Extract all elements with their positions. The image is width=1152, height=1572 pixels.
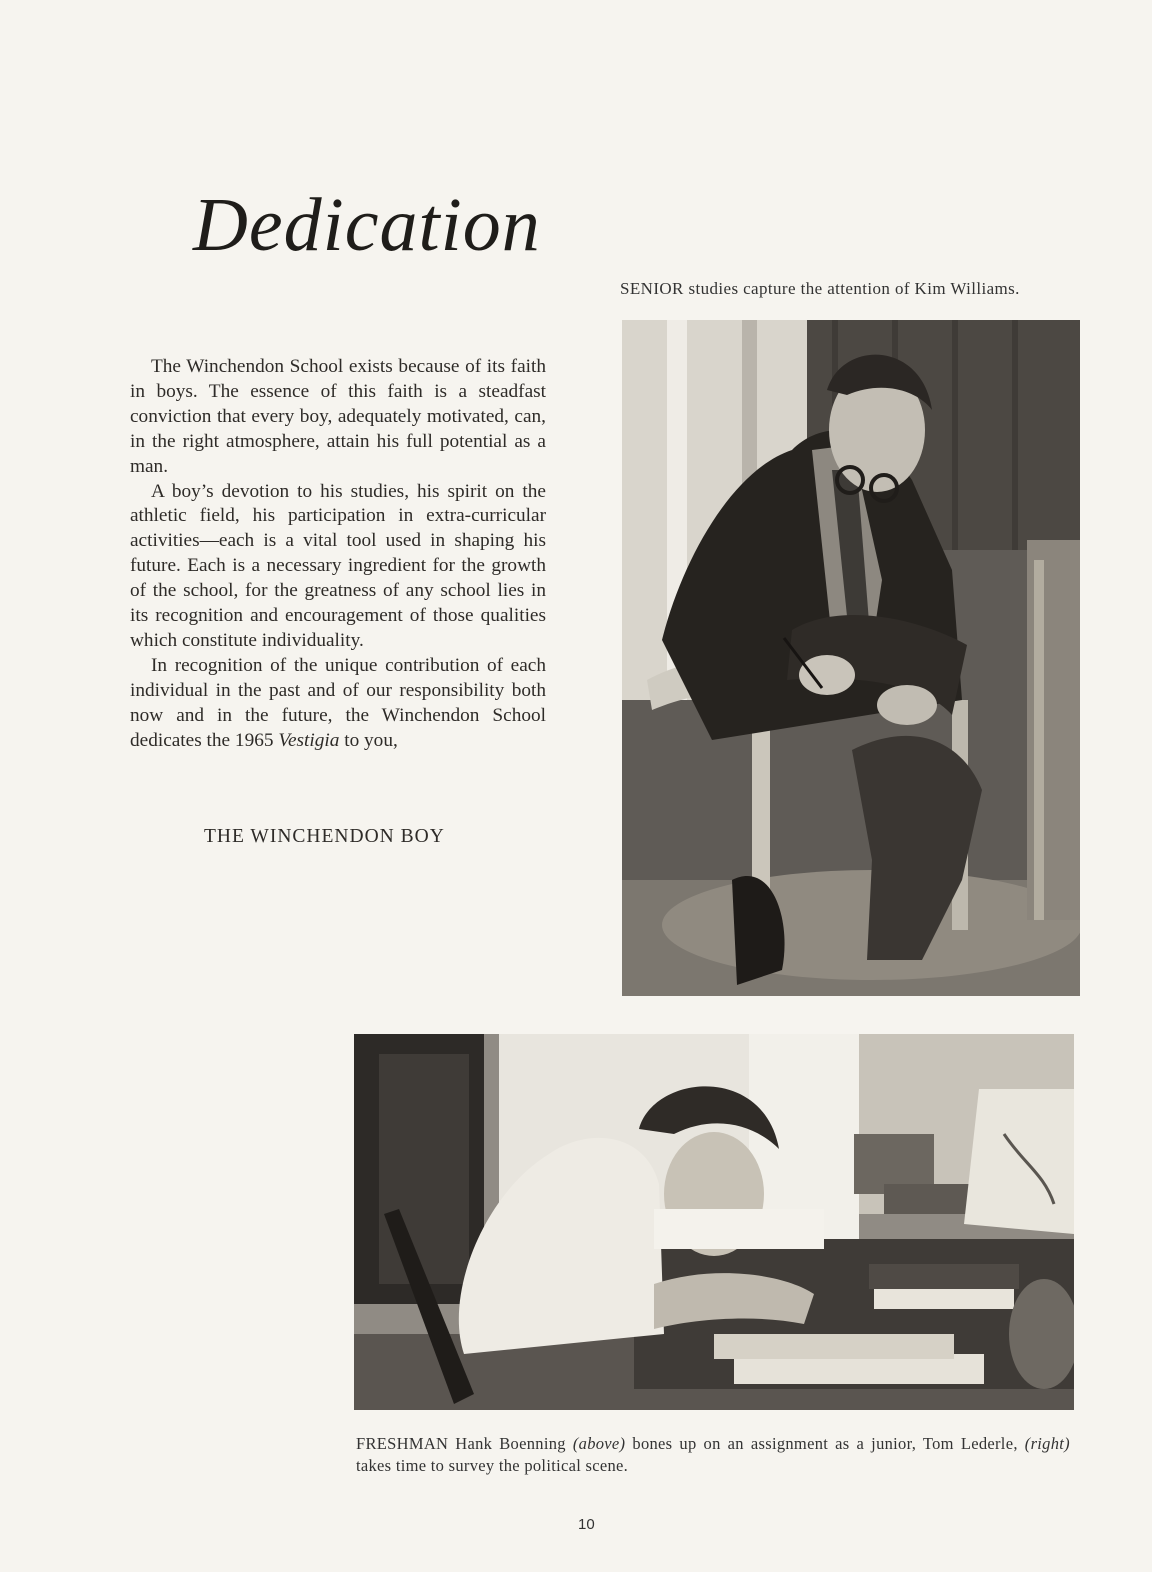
- freshman-student-illustration: [354, 1034, 1074, 1410]
- caption-part-4: (right): [1024, 1434, 1070, 1453]
- dedication-signoff: THE WINCHENDON BOY: [204, 826, 445, 847]
- caption-part-5: takes time to survey the political scene.: [356, 1456, 629, 1475]
- dedication-paragraph-3: [130, 654, 546, 754]
- dedication-paragraph-3-tail: to you,: [344, 729, 398, 751]
- caption-part-3: bones up on an assignment as a junior, Tom Lederle,: [632, 1434, 1018, 1453]
- yearbook-title: Vestigia: [278, 729, 340, 751]
- senior-student-photo: [622, 320, 1080, 996]
- caption-part-2: (above): [572, 1434, 626, 1453]
- page-number: 10: [578, 1516, 595, 1533]
- dedication-paragraph-1: The Winchendon School exists because of its faith in boys. The essence of this faith is a steadfast conviction that every boy, adequately motivated, can, in the right atmosphere, attain his full potential as a man.: [130, 356, 546, 477]
- dedication-paragraph-3-lead: In recognition of the unique contribution of each individual in the past and of our responsibility both now and in the future, the Winchendon School dedicates the 1965: [130, 654, 546, 751]
- top-photo-caption: SENIOR studies capture the attention of Kim Williams.: [620, 279, 1020, 298]
- freshman-student-photo: [354, 1034, 1074, 1410]
- page-title: Dedication: [193, 183, 541, 267]
- caption-part-1: FRESHMAN Hank Boenning: [356, 1434, 566, 1453]
- dedication-text: [130, 355, 546, 754]
- senior-student-illustration: [622, 320, 1080, 996]
- bottom-photo-caption: [356, 1433, 1070, 1477]
- dedication-paragraph-2: A boy’s devotion to his studies, his spirit on the athletic field, his participation in extra-curricular activities—each is a vital tool used in shaping his future. Each is a necessary ingredient for the growth of the school, for the greatness of any school lies in its recognition and encouragement of those qualities which constitute individuality.: [130, 480, 546, 651]
